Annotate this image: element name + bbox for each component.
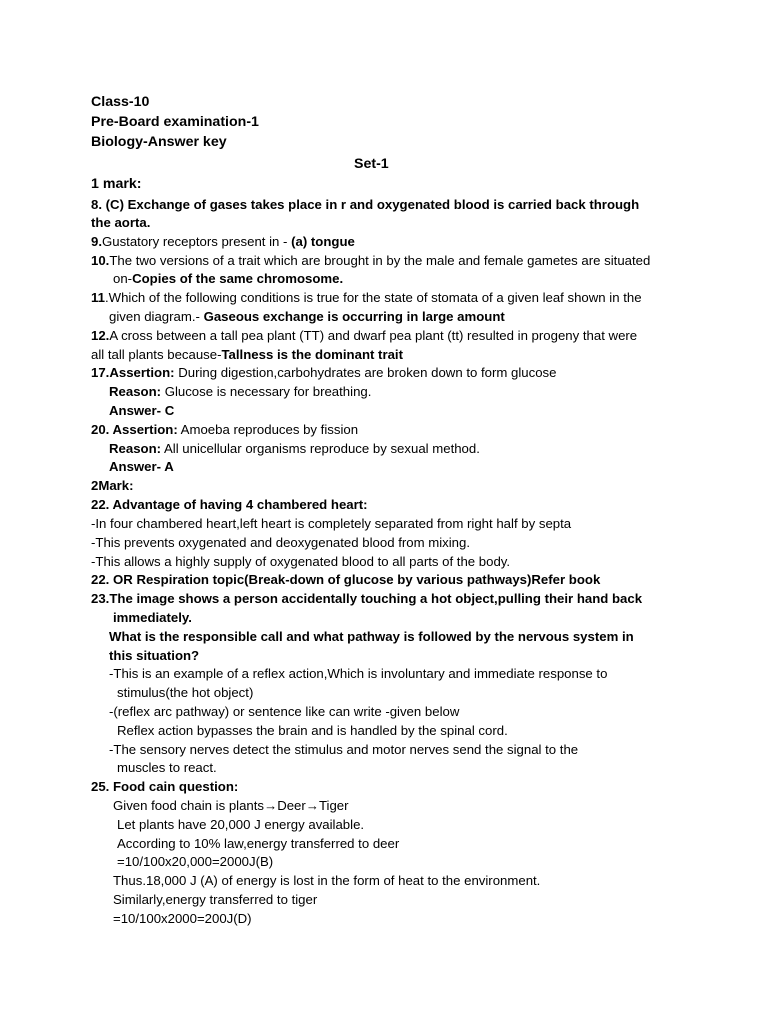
- q25-line5: Thus.18,000 J (A) of energy is lost in the form of heat to the environment.: [113, 873, 541, 888]
- q9-question: Gustatory receptors present in -: [102, 234, 292, 249]
- q17-number: 17.: [91, 365, 110, 380]
- q25-line1: Given food chain is plants→Deer→Tiger: [113, 798, 349, 813]
- q22-point-1: -In four chambered heart,left heart is completely separated from right half by septa: [91, 516, 572, 531]
- q20-reason: All unicellular organisms reproduce by sexual method.: [161, 441, 480, 456]
- q10-number: 10.: [91, 253, 110, 268]
- q11-line2: [109, 307, 505, 326]
- q12-question-cont: all tall plants because-: [91, 347, 222, 362]
- q22-point-2: -This prevents oxygenated and deoxygenated blood from mixing.: [91, 535, 470, 550]
- q10-question-cont: on-: [113, 271, 133, 286]
- q20-reason-line: [109, 439, 480, 458]
- q23-question-line4: this situation?: [109, 648, 200, 663]
- q12-question: A cross between a tall pea plant (TT) and dwarf pea plant (tt) resulted in progeny that were: [109, 328, 638, 343]
- q17-reason-line: [109, 382, 371, 401]
- exam-heading: Pre-Board examination-1: [91, 114, 259, 130]
- q23-answer-line6: muscles to react.: [117, 760, 217, 775]
- q11-question: .Which of the following conditions is true for the state of stomata of a given leaf shown in the: [104, 290, 642, 305]
- q10-question: The two versions of a trait which are brought in by the male and female gametes are situated: [109, 253, 651, 268]
- q9-number: 9.: [91, 234, 102, 249]
- class-heading: Class-10: [91, 94, 150, 110]
- q11-number: 11: [91, 290, 105, 305]
- q12-number: 12.: [91, 328, 110, 343]
- q20-number: 20.: [91, 422, 113, 437]
- q8-line2: the aorta.: [91, 215, 151, 230]
- q8-line1: 8. (C) Exchange of gases takes place in r and oxygenated blood is carried back through: [91, 197, 640, 212]
- q22-title: 22. Advantage of having 4 chambered heart:: [91, 497, 368, 512]
- q25-line2: Let plants have 20,000 J energy available.: [117, 817, 365, 832]
- q10-answer: Copies of the same chromosome.: [132, 271, 344, 286]
- one-mark-section-heading: 1 mark:: [91, 176, 142, 192]
- q22-or-line: 22. OR Respiration topic(Break-down of glucose by various pathways)Refer book: [91, 572, 601, 587]
- q20-assertion: Amoeba reproduces by fission: [177, 422, 359, 437]
- q20-assertion-line: [91, 420, 358, 439]
- subject-heading: Biology-Answer key: [91, 134, 227, 150]
- q17-reason-label: Reason:: [109, 384, 162, 399]
- two-mark-section-heading: 2Mark:: [91, 478, 134, 493]
- q23-answer-line2: stimulus(the hot object): [117, 685, 254, 700]
- q9-answer: (a) tongue: [291, 234, 355, 249]
- q17-assertion-label: Assertion:: [109, 365, 175, 380]
- q17-answer: Answer- C: [109, 403, 175, 418]
- q10-line2: [113, 269, 343, 288]
- q17-reason: Glucose is necessary for breathing.: [161, 384, 372, 399]
- q23-question-line3: What is the responsible call and what pathway is followed by the nervous system in: [109, 629, 634, 644]
- q25-line6: Similarly,energy transferred to tiger: [113, 892, 318, 907]
- q12-line2: [91, 345, 403, 364]
- q11-question-cont: given diagram.-: [109, 309, 204, 324]
- q12-answer: Tallness is the dominant trait: [221, 347, 403, 362]
- q11-answer: Gaseous exchange is occurring in large amount: [203, 309, 505, 324]
- q25-line3: According to 10% law,energy transferred to deer: [117, 836, 400, 851]
- set-heading: Set-1: [354, 156, 389, 172]
- q23-question-line2: immediately.: [113, 610, 192, 625]
- q12-line1: [91, 326, 637, 345]
- q17-assertion: During digestion,carbohydrates are broken down to form glucose: [174, 365, 557, 380]
- q23-answer-line1: -This is an example of a reflex action,Which is involuntary and immediate response to: [109, 666, 608, 681]
- q20-assertion-label: Assertion:: [112, 422, 178, 437]
- q22-point-3: -This allows a highly supply of oxygenated blood to all parts of the body.: [91, 554, 511, 569]
- q20-answer: Answer- A: [109, 459, 174, 474]
- q23-question-line1: 23.The image shows a person accidentally touching a hot object,pulling their hand back: [91, 591, 643, 606]
- q9-line: [91, 232, 355, 251]
- q20-reason-label: Reason:: [109, 441, 162, 456]
- q25-line4: =10/100x20,000=2000J(B): [117, 854, 274, 869]
- q25-line7: =10/100x2000=200J(D): [113, 911, 252, 926]
- q23-answer-line5: -The sensory nerves detect the stimulus and motor nerves send the signal to the: [109, 742, 579, 757]
- q10-line1: [91, 251, 650, 270]
- q11-line1: [91, 288, 642, 307]
- q23-answer-line4: Reflex action bypasses the brain and is handled by the spinal cord.: [117, 723, 508, 738]
- q17-assertion-line: [91, 363, 556, 382]
- q23-answer-line3: -(reflex arc pathway) or sentence like can write -given below: [109, 704, 460, 719]
- q25-title: 25. Food cain question:: [91, 779, 239, 794]
